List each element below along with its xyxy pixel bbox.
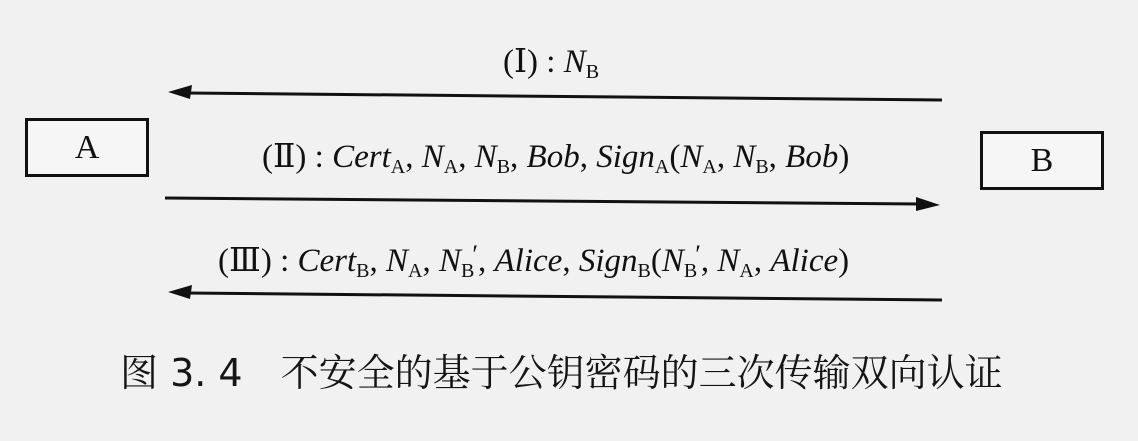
figure-caption (120, 350, 1003, 396)
figure-number: 图 3. 4 (120, 351, 243, 395)
message-3-rendered: : Cert$_B$, $N_A$, $N_B'$, Alice, $Sign_B(N_B'$, $N_A$, Alice) (280, 240, 850, 282)
message-2-step: (Ⅱ) (262, 139, 307, 175)
arrow-message-3 (168, 285, 942, 300)
message-1-label (503, 42, 599, 82)
message-1-step: (Ⅰ) (503, 44, 539, 80)
message-2-label (262, 137, 849, 177)
message-3-label (218, 241, 849, 283)
arrow-message-2 (165, 197, 940, 211)
message-2-rendered: : Cert$_A$, $N_A$, $N_B$, Bob, $Sign_A(N_A$, $N_B$, Bob) (314, 139, 850, 178)
message-1-rendered: : $N_B$ (546, 44, 600, 83)
entity-a-label: A (74, 128, 100, 166)
figure-title: 不安全的基于公钥密码的三次传输双向认证 (280, 351, 1003, 395)
message-3-step: (Ⅲ) (218, 243, 272, 279)
entity-b-label: B (1030, 141, 1054, 179)
arrow-message-1 (168, 85, 942, 100)
